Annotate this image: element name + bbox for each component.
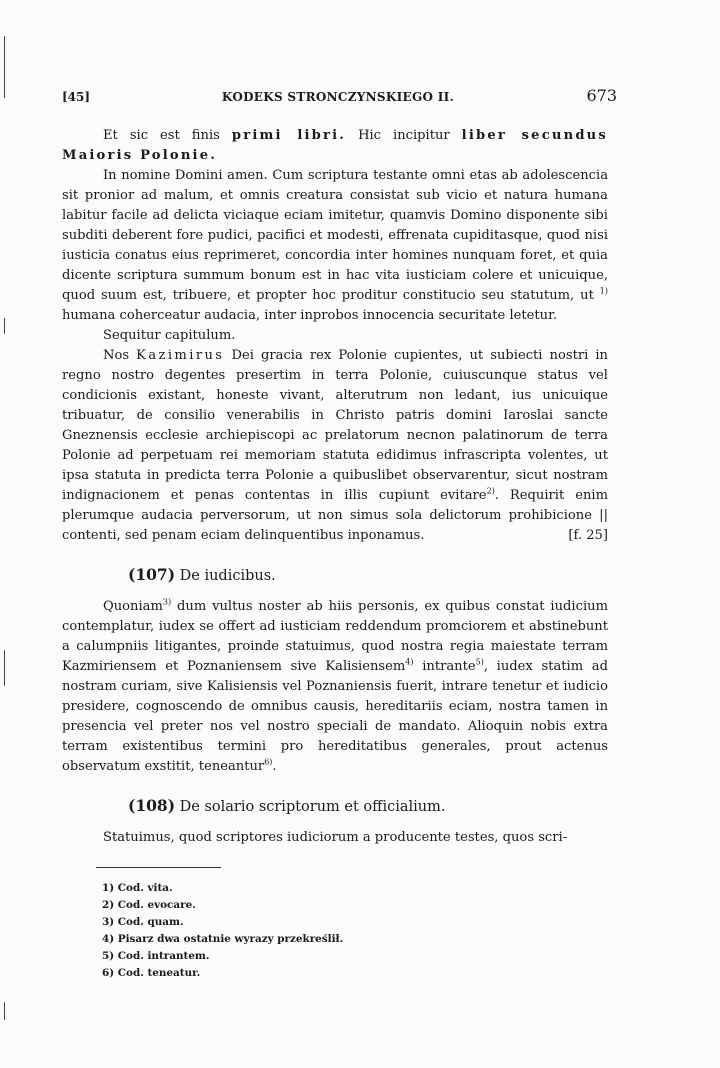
intro-mid: Hic incipitur: [358, 128, 450, 143]
paragraph: [62, 166, 608, 326]
footnote: 1) Cod. vita.: [102, 882, 173, 894]
section-number: (107): [128, 565, 176, 584]
footnote-separator: [96, 867, 221, 868]
paragraph-text: . Requirit enim plerumque audacia perversorum, ut non simus sola delictorum prohibicione || contenti, sed penam eciam delinquentibus inponamus.: [62, 488, 608, 543]
intro-paragraph: [62, 126, 608, 166]
section-heading: [62, 565, 608, 586]
section-title: De iudicibus.: [179, 568, 276, 584]
intro-lead: Et sic est finis: [103, 128, 220, 143]
paragraph-text: humana coherceatur audacia, inter inprobos innocencia securitate letetur.: [62, 308, 558, 323]
section-heading: [62, 796, 608, 817]
intro-word2: liber secundus Maioris Polonie.: [62, 128, 608, 163]
running-title: KODEKS STRONCZYNSKIEGO II.: [221, 90, 455, 104]
margin-line: [4, 36, 5, 98]
section-title: De solario scriptorum et officialium.: [179, 799, 446, 815]
paragraph: [62, 597, 608, 777]
paragraph-text: .: [272, 759, 277, 774]
main-text: [62, 126, 608, 848]
footnote: 5) Cod. intrantem.: [102, 950, 210, 963]
margin-line: [4, 1002, 5, 1020]
footnote-ref: 3): [162, 597, 172, 607]
intro-word1: primi libri.: [231, 128, 347, 143]
paragraph-lead: Nos: [103, 348, 130, 363]
paragraph-text: dum vultus noster ab hiis personis, ex quibus constat iudicium contemplatur, iudex se offert ad iusticiam reddendum promciorem et abstinebunt a calumpniis litigantes, proinde statuimus, quod nostra regia maiestate terram Kazmiriensem et Poznaniensem sive Kalisiensem: [62, 599, 608, 674]
section-number: (108): [128, 796, 176, 815]
footnote-ref: 2): [486, 486, 495, 496]
folio-reference: [f. 25]: [568, 528, 608, 543]
paragraph-text: Dei gracia rex Polonie cupientes, ut subiecti nostri in regno nostro degentes presertim in terra Polonie, cuiuscunque status vel condicionis existant, honeste vivant, alterutrum non ledant, ius unicuique tribuatur, de consilio venerabilis in Christo patris domini Iaroslai sancte Gneznensis ecclesie archiepiscopi ac prelatorum necnon palatinorum de terra Polonie ad perpetuam rei memoriam statuta edidimus infrascripta volentes, ut ipsa statuta in predicta terra Polonie a quibuslibet observarentur, sicut nostram indignacionem et penas contentas in illis cupiunt evitare: [62, 348, 608, 503]
paragraph-text: intrante: [422, 659, 476, 674]
footnote: 6) Cod. teneatur.: [102, 967, 201, 980]
paragraph-text: In nomine Domini amen. Cum scriptura testante omni etas ab adolescencia sit pronior ad malum, et omnis creatura consistat sub vicio et natura humana labitur facile ad delicta viciaque eciam imitetur, quamvis Domino disponente sibi subditi deberent fore pudici, pacifici et modesti, effrenata cupiditasque, quod nisi iusticia conatus eius reprimeret, concordia inter homines nunquam foret, et quia dicente scriptura summum bonum est in hac vita iusticiam colere et unicuique, quod suum est, tribuere, et propter hoc proditur constitucio seu statutum, ut: [62, 168, 608, 303]
king-name: Kazimirus: [136, 348, 225, 363]
footnote: 4) Pisarz dwa ostatnie wyrazy przekreślił.: [102, 933, 344, 946]
page-number: 673: [586, 86, 617, 105]
footnote-ref: 6): [264, 757, 273, 767]
page-header: [62, 86, 617, 110]
margin-line: [4, 318, 5, 334]
footnote-ref: 1): [599, 286, 608, 296]
footnotes: [102, 880, 343, 983]
paragraph: Statuimus, quod scriptores iudiciorum a producente testes, quos scri-: [103, 830, 568, 845]
footnote-ref: 5): [475, 657, 484, 667]
paragraph: [62, 346, 608, 546]
footnote-ref: 4): [405, 657, 414, 667]
footnote: 2) Cod. evocare.: [102, 899, 196, 912]
paragraph-lead: Quoniam: [103, 599, 163, 614]
header-left: [45]: [62, 90, 91, 104]
margin-line: [4, 650, 5, 686]
footnote: 3) Cod. quam.: [102, 916, 184, 929]
paragraph: Sequitur capitulum.: [103, 328, 236, 343]
paragraph-text: , iudex statim ad nostram curiam, sive Kalisiensis vel Poznaniensis fuerit, intrare tenetur et iudicio presidere, cognoscendo de omnibus causis, hereditariis eciam, nostra tamen in presencia vel preter nos vel nostro speciali de mandato. Alioquin nobis extra terram existentibus termini pro hereditatibus generales, prout actenus observatum exstitit, teneantur: [62, 659, 608, 774]
